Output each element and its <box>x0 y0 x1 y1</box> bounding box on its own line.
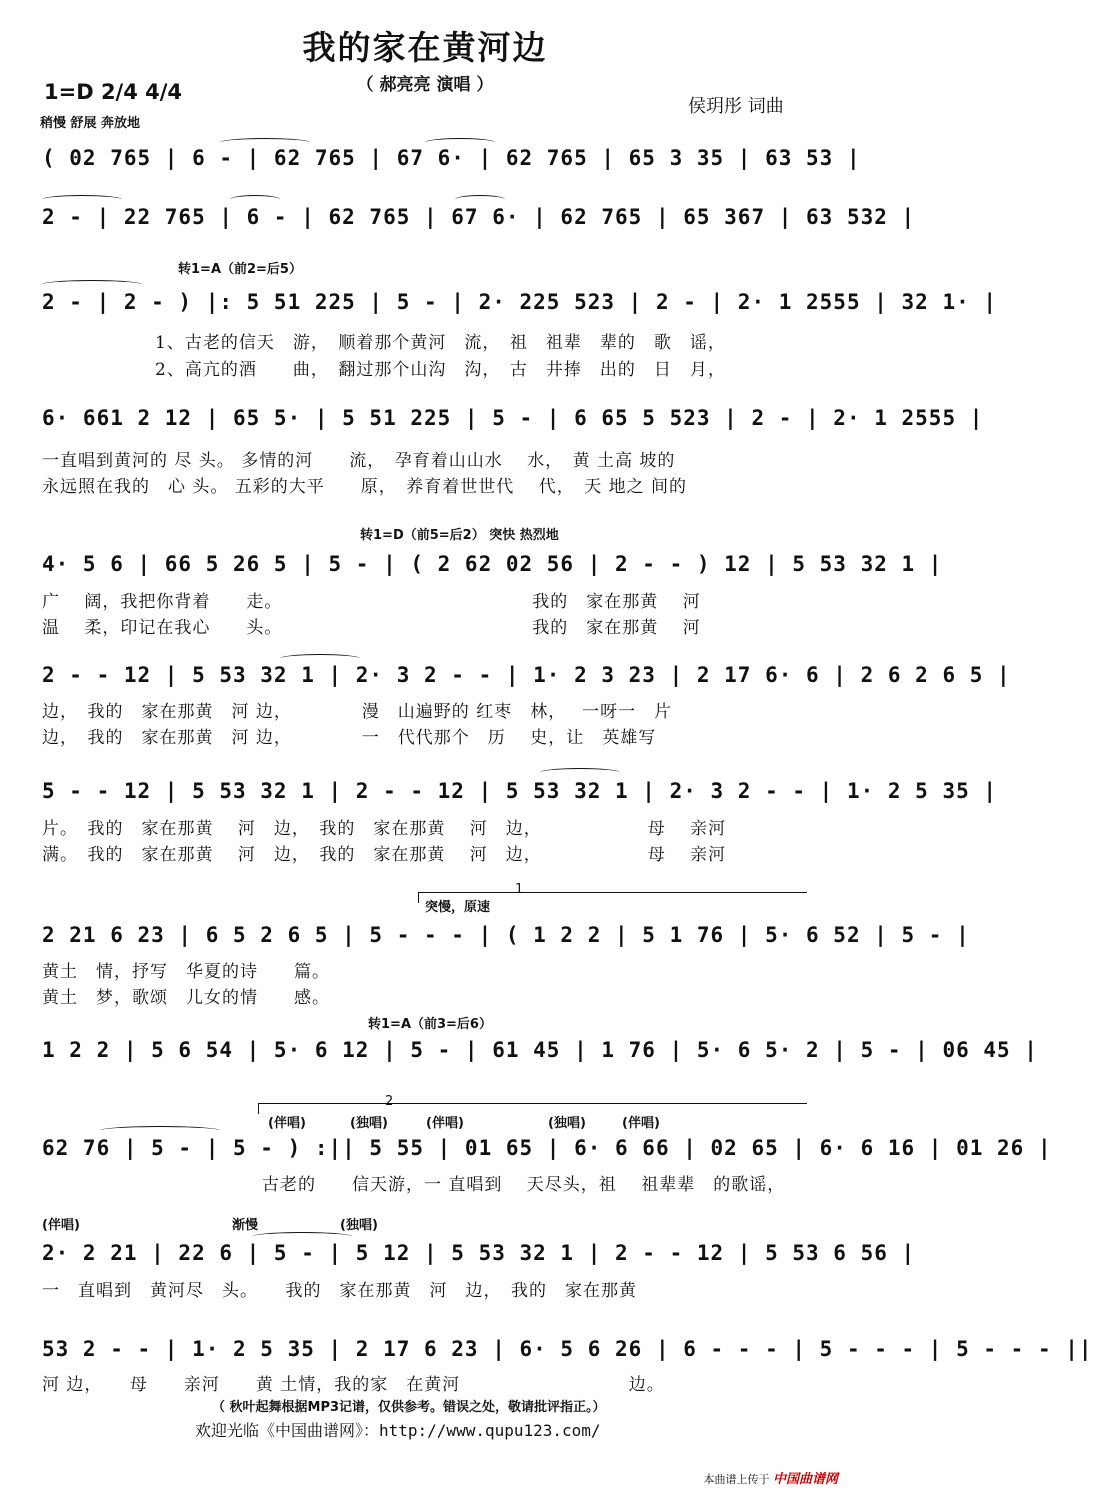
role-label: (独唱) <box>340 1218 378 1233</box>
role-label: (伴唱) <box>426 1116 464 1131</box>
role-label: (独唱) <box>548 1116 586 1131</box>
lyrics-verse-1: 边， 我的 家在那黄 河 边， 漫 山遍野的 红枣 林， 一呀一 片 <box>42 702 673 722</box>
composer-credit: 侯玥彤 词曲 <box>688 96 784 117</box>
tempo-change-annotation: 突慢，原速 <box>425 900 491 915</box>
site-logo: 中国曲谱网 <box>772 1472 838 1487</box>
slur <box>42 195 122 204</box>
key-change-annotation: 转1=A（前2=后5） <box>178 262 302 277</box>
slur <box>100 1126 220 1135</box>
role-label: (伴唱) <box>42 1218 80 1233</box>
slur <box>42 280 142 289</box>
page-title: 我的家在黄河边 <box>302 28 548 67</box>
notation-line-3: 2 - | 2 - ) |: 5 51 225 | 5 - | 2· 225 523 | 2 - | 2· 1 2555 | 32 1· | <box>42 290 998 314</box>
welcome-link[interactable]: 欢迎光临《中国曲谱网》：http://www.qupu123.com/ <box>195 1421 601 1440</box>
upload-credit <box>703 1468 838 1487</box>
notation-line-12: 53 2 - - | 1· 2 5 35 | 2 17 6 23 | 6· 5 6 26 | 6 - - - | 5 - - - | 5 - - - || <box>42 1337 1093 1361</box>
lyrics-line: 一 直唱到 黄河尽 头。 我的 家在那黄 河 边， 我的 家在那黄 <box>42 1281 637 1301</box>
notation-line-5: 4· 5 6 | 66 5 26 5 | 5 - | ( 2 62 02 56 | 2 - - ) 12 | 5 53 32 1 | <box>42 552 943 576</box>
lyrics-verse-2: 2、高亢的酒 曲， 翻过那个山沟 沟， 古 井捧 出的 日 月， <box>155 360 726 380</box>
lyrics-verse-2: 满。 我的 家在那黄 河 边， 我的 家在那黄 河 边， 母 亲河 <box>42 845 727 865</box>
notation-line-11: 2· 2 21 | 22 6 | 5 - | 5 12 | 5 53 32 1 | 2 - - 12 | 5 53 6 56 | <box>42 1241 916 1265</box>
notation-line-10: 62 76 | 5 - | 5 - ) :|| 5 55 | 01 65 | 6· 6 66 | 02 65 | 6· 6 16 | 01 26 | <box>42 1136 1052 1160</box>
notation-line-7: 5 - - 12 | 5 53 32 1 | 2 - - 12 | 5 53 32 1 | 2· 3 2 - - | 1· 2 5 35 | <box>42 779 998 803</box>
transcription-note: （ 秋叶起舞根据MP3记谱，仅供参考。错误之处，敬请批评指正。） <box>212 1400 606 1415</box>
role-label: (独唱) <box>350 1116 388 1131</box>
slur <box>252 1232 352 1241</box>
key-change-annotation: 转1=D（前5=后2） 突快 热烈地 <box>360 528 559 543</box>
volta-number: 2 <box>385 1094 394 1109</box>
notation-line-6: 2 - - 12 | 5 53 32 1 | 2· 3 2 - - | 1· 2 3 23 | 2 17 6· 6 | 2 6 2 6 5 | <box>42 663 1011 687</box>
lyrics-line: 古老的 信天游，一 直唱到 天尽头，祖 祖辈辈 的歌谣， <box>262 1175 786 1195</box>
slur <box>455 195 505 204</box>
notation-line-2: 2 - | 22 765 | 6 - | 62 765 | 67 6· | 62 765 | 65 367 | 63 532 | <box>42 205 916 229</box>
tempo-marking: 稍慢 舒展 奔放地 <box>40 116 141 131</box>
role-label: (伴唱) <box>622 1116 660 1131</box>
volta-number: 1 <box>515 882 524 897</box>
lyrics-line: 河 边， 母 亲河 黄 土情，我的家 在黄河 边。 <box>42 1375 665 1395</box>
tempo-change-annotation: 渐慢 <box>232 1218 259 1233</box>
upload-label: 本曲谱上传于 <box>703 1473 770 1486</box>
lyrics-verse-1: 片。 我的 家在那黄 河 边， 我的 家在那黄 河 边， 母 亲河 <box>42 819 727 839</box>
lyrics-verse-1: 广 阔，我把你背着 走。 我的 家在那黄 河 <box>42 592 701 612</box>
notation-line-4: 6· 661 2 12 | 65 5· | 5 51 225 | 5 - | 6 65 5 523 | 2 - | 2· 1 2555 | <box>42 406 984 430</box>
notation-line-8: 2 21 6 23 | 6 5 2 6 5 | 5 - - - | ( 1 2 2 | 5 1 76 | 5· 6 52 | 5 - | <box>42 923 970 947</box>
slur <box>280 654 360 663</box>
volta-bracket-2 <box>258 1103 807 1114</box>
lyrics-verse-2: 边， 我的 家在那黄 河 边， 一 代代那个 历 史，让 英雄写 <box>42 728 657 748</box>
lyrics-verse-1: 一直唱到黄河的 尽 头。 多情的河 流， 孕育着山山水 水， 黄 土高 坡的 <box>42 451 676 471</box>
lyrics-verse-2: 永远照在我的 心 头。 五彩的大平 原， 养育着世世代 代， 天 地之 间的 <box>42 477 688 497</box>
lyrics-verse-2: 温 柔，印记在我心 头。 我的 家在那黄 河 <box>42 618 701 638</box>
lyrics-verse-1: 黄土 情，抒写 华夏的诗 篇。 <box>42 962 330 982</box>
lyrics-verse-1: 1、古老的信天 游， 顺着那个黄河 流， 祖 祖辈 辈的 歌 谣， <box>155 333 726 353</box>
singer-credit: （ 郝亮亮 演唱 ） <box>356 75 494 95</box>
slur <box>540 768 620 777</box>
key-change-annotation: 转1=A（前3=后6） <box>368 1017 492 1032</box>
notation-line-9: 1 2 2 | 5 6 54 | 5· 6 12 | 5 - | 61 45 | 1 76 | 5· 6 5· 2 | 5 - | 06 45 | <box>42 1038 1038 1062</box>
role-label: (伴唱) <box>268 1116 306 1131</box>
slur <box>230 195 280 204</box>
lyrics-verse-2: 黄土 梦，歌颂 儿女的情 感。 <box>42 988 330 1008</box>
key-signature: 1=D 2/4 4/4 <box>44 80 183 104</box>
notation-line-1: ( 02 765 | 6 - | 62 765 | 67 6· | 62 765 | 65 3 35 | 63 53 | <box>42 146 861 170</box>
